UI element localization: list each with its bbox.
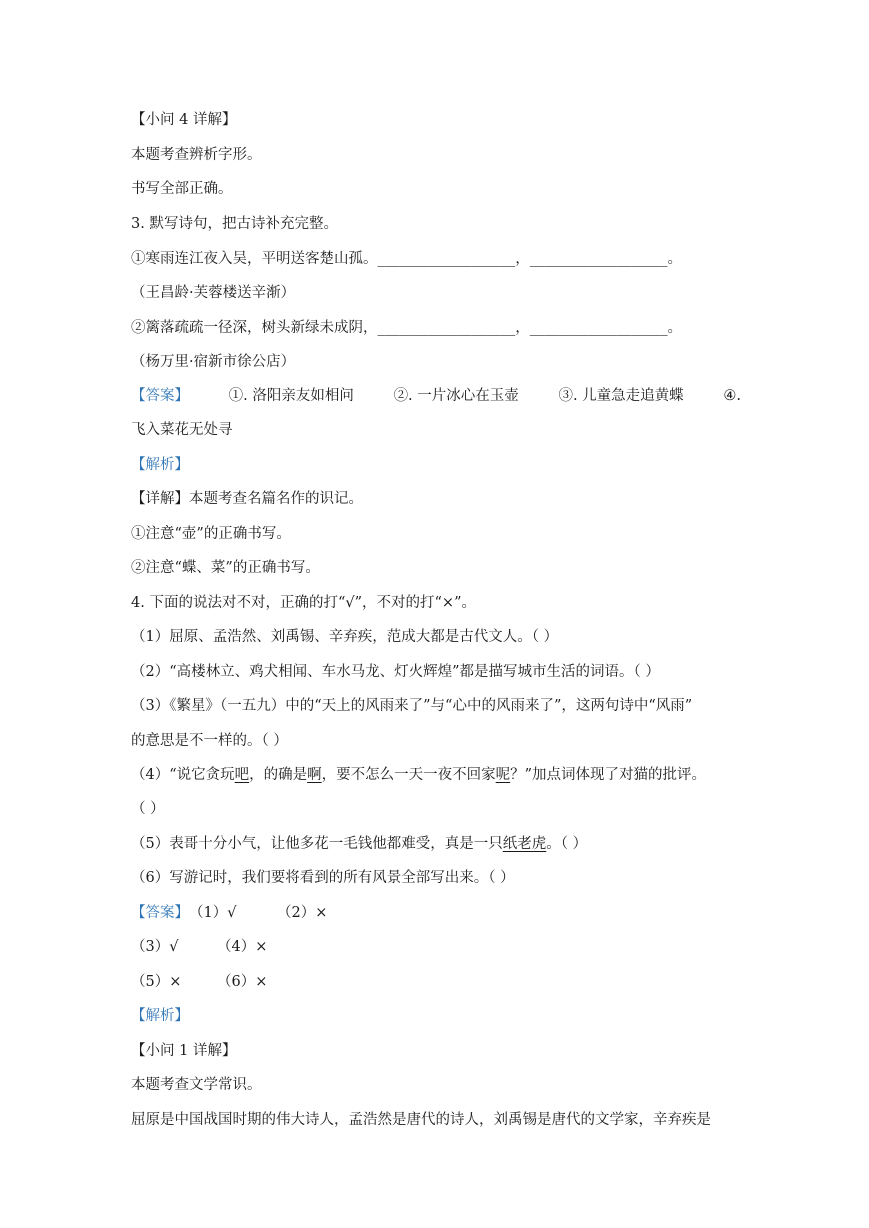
poem-2-source: （杨万里·宿新市徐公店）: [131, 354, 296, 370]
answer-item: ①. 洛阳亲友如相问: [228, 388, 354, 404]
answer-continued: 飞入菜花无处寻: [131, 422, 233, 438]
answer-label: 【答案】: [131, 905, 189, 921]
answer-item: ④.: [723, 388, 741, 404]
answer-item: （6）×: [217, 974, 268, 990]
answer-item: （5）×: [131, 974, 182, 990]
answer-row-q4-2: [131, 937, 267, 957]
q4-item-2: （2）“高楼林立、鸡犬相闻、车水马龙、灯火辉煌”都是描写城市生活的词语。（ ）: [131, 664, 660, 680]
q4-item-5: （5）表哥十分小气，让他多花一毛钱他都难受，真是一只纸老虎。（ ）: [131, 836, 588, 852]
answer-label: 【答案】: [131, 388, 189, 404]
answer-row-q3: [131, 386, 741, 406]
answer-item: ③. 儿童急走追黄蝶: [558, 388, 684, 404]
answer-item: ②. 一片冰心在玉壶: [393, 388, 519, 404]
dotted-word: 啊: [307, 767, 322, 783]
q4-item-4-bracket: （ ）: [131, 801, 165, 817]
text-line: 屈原是中国战国时期的伟大诗人，孟浩然是唐代的诗人，刘禹锡是唐代的文学家，辛弃疾是: [131, 1112, 711, 1128]
text-line: 本题考查文学常识。: [131, 1077, 262, 1093]
poem-1-source: （王昌龄·芙蓉楼送辛渐）: [131, 285, 296, 301]
poem-1-line: ①寒雨连江夜入吴，平明送客楚山孤。___________________，___________________。: [131, 251, 682, 267]
text-line: ②注意“蝶、菜”的正确书写。: [131, 560, 320, 576]
subquestion-4-heading: 【小问 4 详解】: [131, 112, 237, 128]
dotted-word: 呢: [495, 767, 511, 783]
text-line: 本题考查辨析字形。: [131, 147, 262, 163]
analysis-label: 【解析】: [131, 1008, 189, 1024]
answer-row-q4-3: [131, 972, 267, 992]
answer-item: （1）√: [189, 905, 237, 921]
answer-row-q4-1: [131, 903, 327, 923]
question-3-title: 3. 默写诗句，把古诗补充完整。: [131, 216, 338, 232]
q4-item-3-cont: 的意思是不一样的。（ ）: [131, 733, 288, 749]
q4-item-1: （1）屈原、孟浩然、刘禹锡、辛弃疾，范成大都是古代文人。（ ）: [131, 629, 559, 645]
q4-item-3: （3）《繁星》（一五九）中的“天上的风雨来了”与“心中的风雨来了”，这两句诗中“风雨”: [131, 698, 693, 714]
subquestion-1-heading: 【小问 1 详解】: [131, 1043, 237, 1059]
text-line: ①注意“壶”的正确书写。: [131, 526, 291, 542]
poem-2-line: ②篱落疏疏一径深，树头新绿未成阴，___________________，___________________。: [131, 320, 682, 336]
q4-item-4: （4）“说它贪玩吧，的确是啊，要不怎么一天一夜不回家呢？”加点词体现了对猫的批评。: [131, 767, 707, 783]
q4-item-6: （6）写游记时，我们要将看到的所有风景全部写出来。（ ）: [131, 870, 515, 886]
dotted-word: 吧: [234, 767, 250, 783]
text-line: 书写全部正确。: [131, 181, 233, 197]
analysis-label: 【解析】: [131, 457, 189, 473]
answer-item: （4）×: [217, 939, 268, 955]
text-line: 【详解】本题考查名篇名作的识记。: [131, 491, 363, 507]
answer-item: （2）×: [277, 905, 328, 921]
question-4-title: 4. 下面的说法对不对，正确的打“√”，不对的打“×”。: [131, 595, 476, 611]
underlined-word: 纸老虎: [502, 836, 547, 852]
answer-item: （3）√: [131, 939, 179, 955]
